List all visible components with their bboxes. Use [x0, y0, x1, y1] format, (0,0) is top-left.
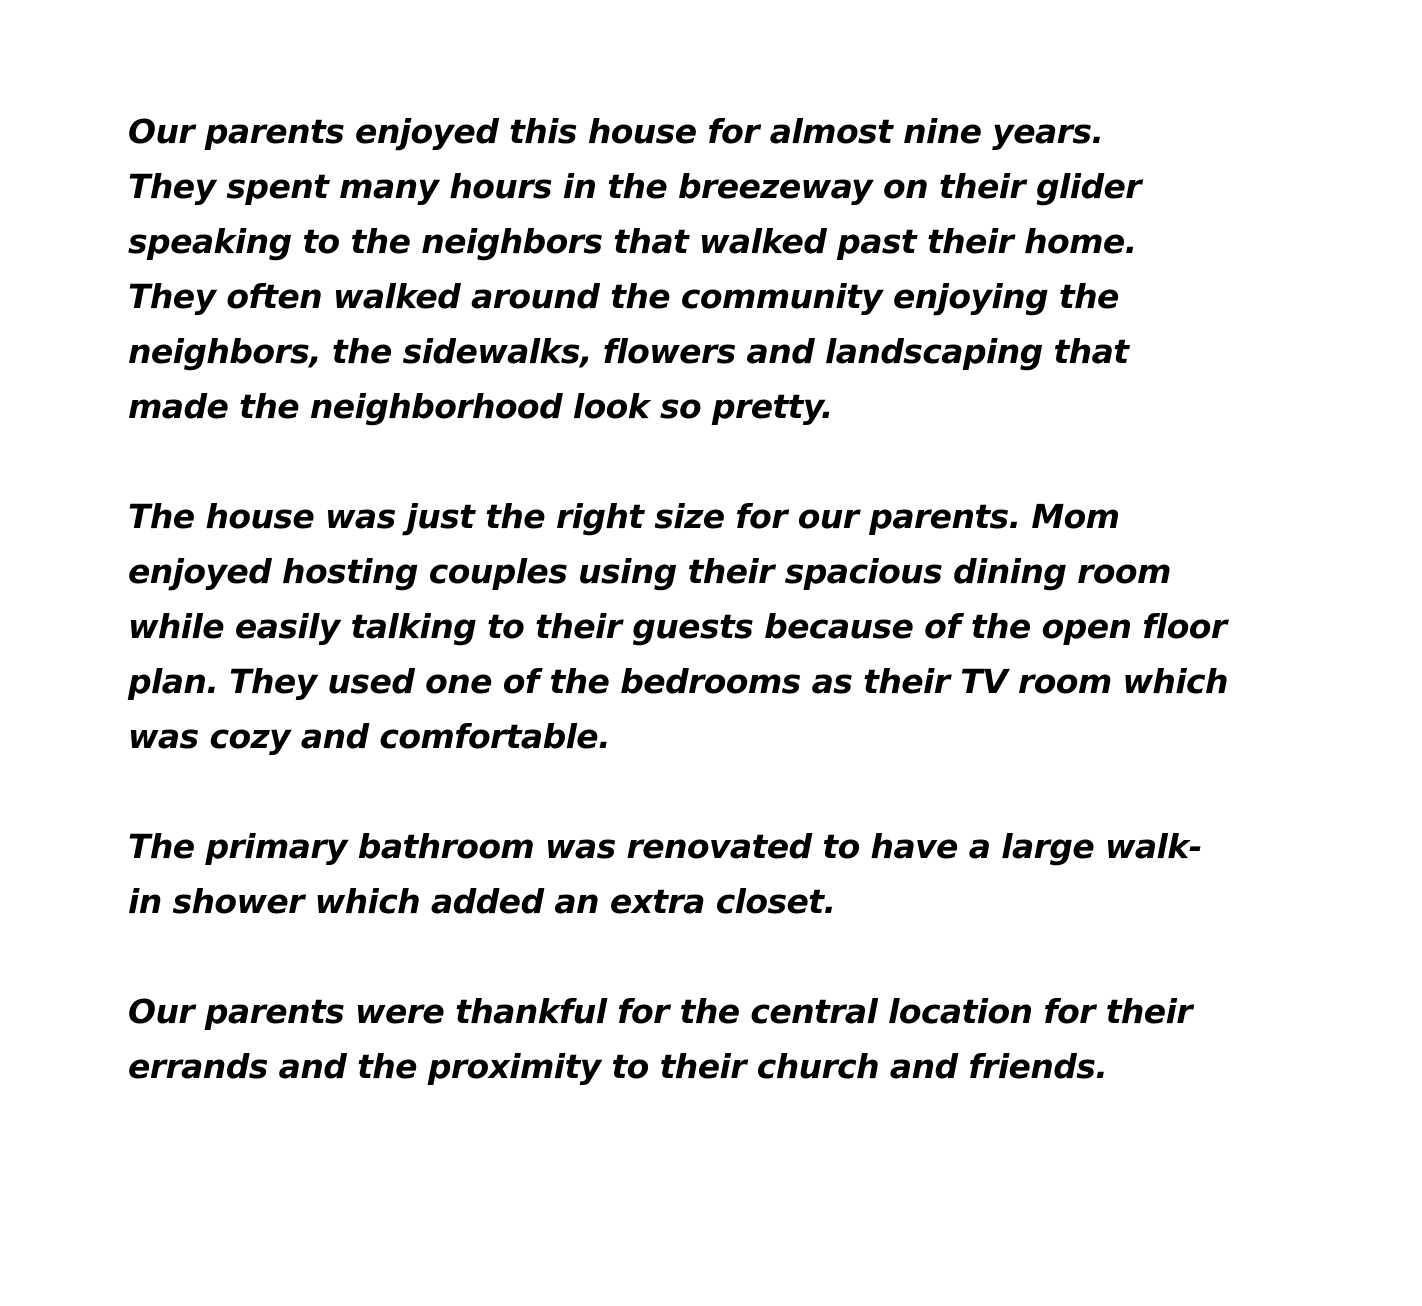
- text-line: Our parents were thankful for the central location for their: [128, 992, 1192, 1031]
- text-line: speaking to the neighbors that walked past their home.: [128, 222, 1137, 261]
- text-line: plan. They used one of the bedrooms as their TV room which: [128, 662, 1228, 701]
- text-line: in shower which added an extra closet.: [128, 882, 836, 921]
- paragraph-3: [128, 819, 1328, 929]
- text-line: while easily talking to their guests because of the open floor: [128, 607, 1227, 646]
- text-line: They spent many hours in the breezeway on their glider: [128, 167, 1141, 206]
- text-line: was cozy and comfortable.: [128, 717, 611, 756]
- text-line: The house was just the right size for our parents. Mom: [128, 497, 1120, 536]
- text-line: errands and the proximity to their church and friends.: [128, 1047, 1108, 1086]
- paragraph-1: [128, 104, 1328, 434]
- text-line: They often walked around the community enjoying the: [128, 277, 1119, 316]
- text-line: made the neighborhood look so pretty.: [128, 387, 833, 426]
- text-line: neighbors, the sidewalks, flowers and landscaping that: [128, 332, 1129, 371]
- paragraph-2: [128, 489, 1328, 764]
- paragraph-4: [128, 984, 1328, 1094]
- document-body: [128, 104, 1328, 1149]
- text-line: enjoyed hosting couples using their spacious dining room: [128, 552, 1171, 591]
- text-line: Our parents enjoyed this house for almost nine years.: [128, 112, 1104, 151]
- text-line: The primary bathroom was renovated to have a large walk-: [128, 827, 1202, 866]
